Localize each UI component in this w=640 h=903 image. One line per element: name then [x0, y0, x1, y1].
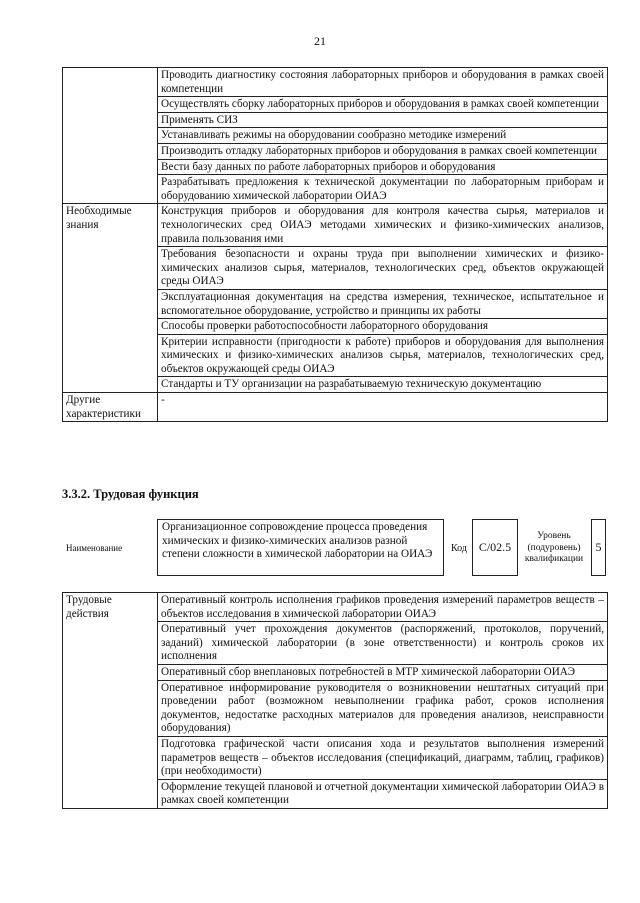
qualification-level-label: Уровень (подуровень) квалификации [524, 531, 584, 564]
qualification-level-value: 5 [591, 519, 606, 576]
table-row [63, 204, 608, 247]
table-cell: Вести базу данных по работе лабораторных приборов и оборудования [158, 159, 608, 175]
labor-actions-label: Трудовые действия [63, 593, 158, 809]
table-cell: Критерии исправности (пригодности к работе) приборов и оборудования для выполнения химических и физико-химических анализов сырья, материалов, технологических сред, объектов окружающей среды ОИАЭ [158, 334, 608, 377]
table-cell: Осуществлять сборку лабораторных приборов и оборудования в рамках своей компетенции [158, 97, 608, 113]
table-cell: Подготовка графической части описания хода и результатов выполнения измерений параметров веществ – объектов исследования (спецификаций, диаграмм, таблиц, графиков) (при необходимости) [158, 736, 608, 779]
table-cell: Производить отладку лабораторных приборов и оборудования в рамках своей компетенции [158, 143, 608, 159]
table-cell: Оперативный сбор внеплановых потребностей в МТР химической лаборатории ОИАЭ [158, 664, 608, 680]
function-code-label: Код [451, 543, 467, 554]
section-heading: 3.3.2. Трудовая функция [62, 487, 199, 501]
skills-label-cell [63, 68, 158, 204]
table-cell: Оперативный контроль исполнения графиков проведения измерений параметров веществ – объектов исследования в химической лаборатории ОИАЭ [158, 593, 608, 622]
function-code-value: С/02.5 [472, 519, 518, 576]
table-cell: Стандарты и ТУ организации на разрабатываемую техническую документацию [158, 377, 608, 393]
function-name-value: Организационное сопровождение процесса проведения химических и физико-химических анализов разной степени сложности в химической лаборатории на ОИАЭ [157, 519, 444, 576]
table-cell: Конструкция приборов и оборудования для контроля качества сырья, материалов и технологических сред ОИАЭ методами химических и физико-химических анализов, правила пользования ими [158, 204, 608, 247]
labor-actions-table [62, 592, 608, 809]
function-name-label: Наименование [66, 543, 123, 553]
table-row [63, 68, 608, 97]
table-cell: Проводить диагностику состояния лабораторных приборов и оборудования в рамках своей компетенции [158, 68, 608, 97]
knowledge-label: Необходимые знания [63, 204, 158, 393]
table-row [63, 393, 608, 422]
table-cell: Способы проверки работоспособности лабораторного оборудования [158, 319, 608, 335]
table-cell: Требования безопасности и охраны труда при выполнении химических и физико-химических анализов сырья, материалов, технологических сред, объектов окружающей среды ОИАЭ [158, 247, 608, 290]
skills-knowledge-table [62, 67, 608, 422]
table-cell: Эксплуатационная документация на средства измерения, техническое, испытательное и вспомогательное оборудование, устройство и принципы их работы [158, 289, 608, 318]
other-characteristics-value: - [158, 393, 608, 422]
table-cell: Оформление текущей плановой и отчетной документации химической лаборатории ОИАЭ в рамках своей компетенции [158, 779, 608, 808]
other-characteristics-label: Другие характеристики [63, 393, 158, 422]
table-cell: Оперативный учет прохождения документов (распоряжений, протоколов, поручений, заданий) химической лаборатории (в зоне ответственности) и контроль сроков их исполнения [158, 622, 608, 665]
table-cell: Разрабатывать предложения к технической документации по лабораторным приборам и оборудованию химической лаборатории ОИАЭ [158, 175, 608, 204]
table-cell: Применять СИЗ [158, 112, 608, 128]
page-number: 21 [314, 34, 326, 48]
table-cell: Устанавливать режимы на оборудовании сообразно методике измерений [158, 128, 608, 144]
table-row [63, 593, 608, 622]
table-cell: Оперативное информирование руководителя о возникновении нештатных ситуаций при проведении работ (возможном невыполнении графика работ, сроков исполнения документов, недостатке расходных материалов для проведения анализов, неисправности оборудования) [158, 680, 608, 736]
